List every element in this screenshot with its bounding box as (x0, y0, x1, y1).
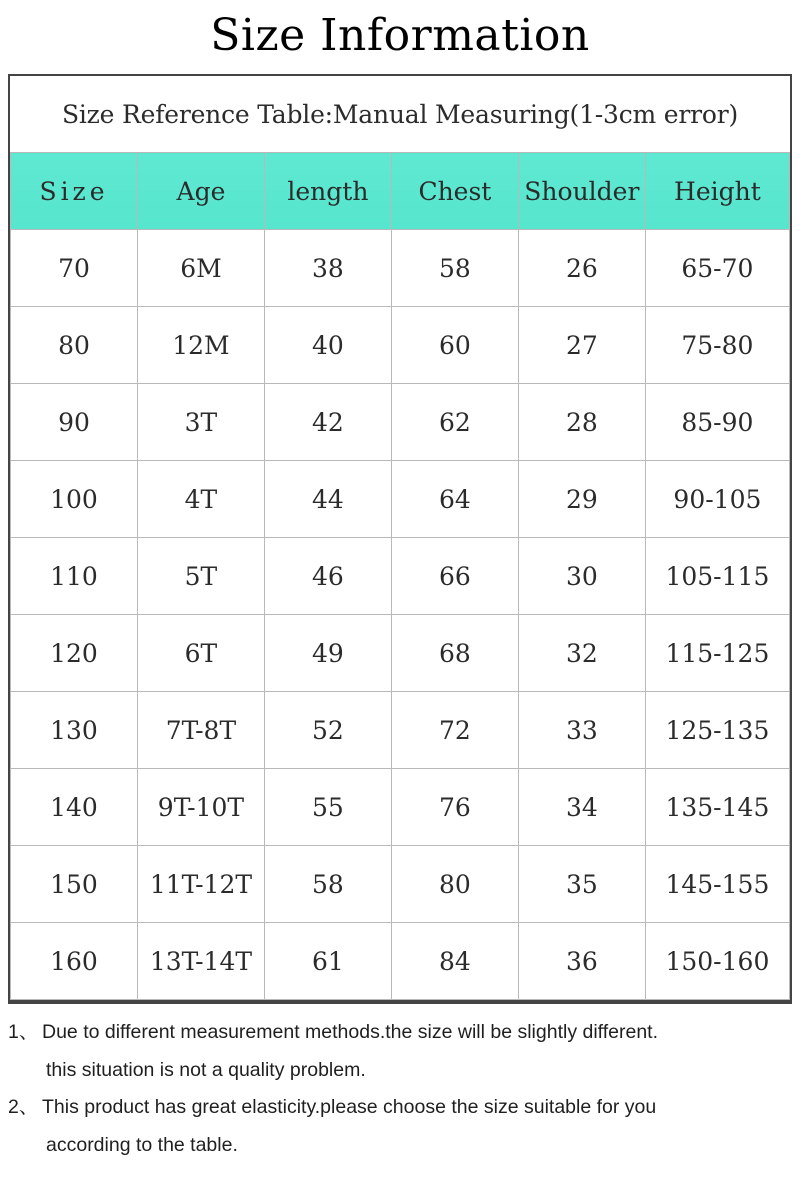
cell-length: 55 (264, 769, 391, 846)
table-row (11, 615, 790, 692)
cell-height: 125-135 (645, 692, 789, 769)
table-row (11, 307, 790, 384)
column-header-chest: Chest (391, 153, 518, 230)
cell-size: 70 (11, 230, 138, 307)
cell-height: 150-160 (645, 923, 789, 1000)
cell-age: 12M (137, 307, 264, 384)
cell-height: 115-125 (645, 615, 789, 692)
cell-height: 135-145 (645, 769, 789, 846)
cell-age: 4T (137, 461, 264, 538)
cell-age: 9T-10T (137, 769, 264, 846)
cell-age: 3T (137, 384, 264, 461)
note-number: 2、 (8, 1096, 39, 1119)
note-text: This product has great elasticity.please choose the size suitable for you (42, 1096, 657, 1119)
table-row (11, 461, 790, 538)
cell-height: 65-70 (645, 230, 789, 307)
table-row (11, 923, 790, 1000)
cell-shoulder: 36 (518, 923, 645, 1000)
cell-length: 52 (264, 692, 391, 769)
note-line (8, 1089, 792, 1127)
table-row (11, 538, 790, 615)
cell-chest: 64 (391, 461, 518, 538)
cell-length: 42 (264, 384, 391, 461)
cell-height: 105-115 (645, 538, 789, 615)
cell-shoulder: 26 (518, 230, 645, 307)
note-number: 1、 (8, 1021, 39, 1044)
cell-height: 90-105 (645, 461, 789, 538)
column-header-height: Height (645, 153, 789, 230)
cell-shoulder: 28 (518, 384, 645, 461)
table-row (11, 769, 790, 846)
cell-height: 85-90 (645, 384, 789, 461)
cell-age: 7T-8T (137, 692, 264, 769)
cell-size: 90 (11, 384, 138, 461)
note-line (8, 1052, 792, 1090)
table-header-row (11, 153, 790, 230)
cell-length: 44 (264, 461, 391, 538)
cell-chest: 80 (391, 846, 518, 923)
cell-shoulder: 35 (518, 846, 645, 923)
cell-chest: 76 (391, 769, 518, 846)
cell-height: 75-80 (645, 307, 789, 384)
cell-shoulder: 27 (518, 307, 645, 384)
cell-size: 150 (11, 846, 138, 923)
cell-shoulder: 30 (518, 538, 645, 615)
cell-shoulder: 29 (518, 461, 645, 538)
cell-size: 130 (11, 692, 138, 769)
cell-length: 58 (264, 846, 391, 923)
cell-length: 61 (264, 923, 391, 1000)
cell-shoulder: 32 (518, 615, 645, 692)
cell-size: 140 (11, 769, 138, 846)
cell-length: 46 (264, 538, 391, 615)
table-row (11, 230, 790, 307)
cell-size: 120 (11, 615, 138, 692)
size-table-container (8, 74, 792, 1002)
cell-chest: 62 (391, 384, 518, 461)
note-text: this situation is not a quality problem. (46, 1058, 366, 1081)
column-header-shoulder: Shoulder (518, 153, 645, 230)
size-reference-table (10, 76, 790, 1000)
table-caption-row (11, 76, 790, 153)
notes-section (8, 1002, 792, 1164)
cell-chest: 58 (391, 230, 518, 307)
cell-size: 160 (11, 923, 138, 1000)
cell-age: 6T (137, 615, 264, 692)
cell-size: 80 (11, 307, 138, 384)
cell-chest: 60 (391, 307, 518, 384)
cell-age: 5T (137, 538, 264, 615)
column-header-length: length (264, 153, 391, 230)
cell-shoulder: 33 (518, 692, 645, 769)
cell-size: 110 (11, 538, 138, 615)
cell-age: 11T-12T (137, 846, 264, 923)
cell-age: 6M (137, 230, 264, 307)
page-title: Size Information (210, 10, 590, 61)
note-text: Due to different measurement methods.the size will be slightly different. (42, 1021, 659, 1044)
cell-shoulder: 34 (518, 769, 645, 846)
cell-height: 145-155 (645, 846, 789, 923)
cell-length: 40 (264, 307, 391, 384)
column-header-age: Age (137, 153, 264, 230)
note-line (8, 1014, 792, 1052)
note-text: according to the table. (46, 1133, 238, 1156)
table-caption: Size Reference Table:Manual Measuring(1-3cm error) (11, 76, 790, 153)
cell-length: 49 (264, 615, 391, 692)
cell-age: 13T-14T (137, 923, 264, 1000)
table-row (11, 384, 790, 461)
column-header-size: Size (11, 153, 138, 230)
cell-chest: 84 (391, 923, 518, 1000)
table-row (11, 692, 790, 769)
note-line (8, 1127, 792, 1165)
cell-length: 38 (264, 230, 391, 307)
table-row (11, 846, 790, 923)
cell-size: 100 (11, 461, 138, 538)
cell-chest: 66 (391, 538, 518, 615)
cell-chest: 72 (391, 692, 518, 769)
cell-chest: 68 (391, 615, 518, 692)
